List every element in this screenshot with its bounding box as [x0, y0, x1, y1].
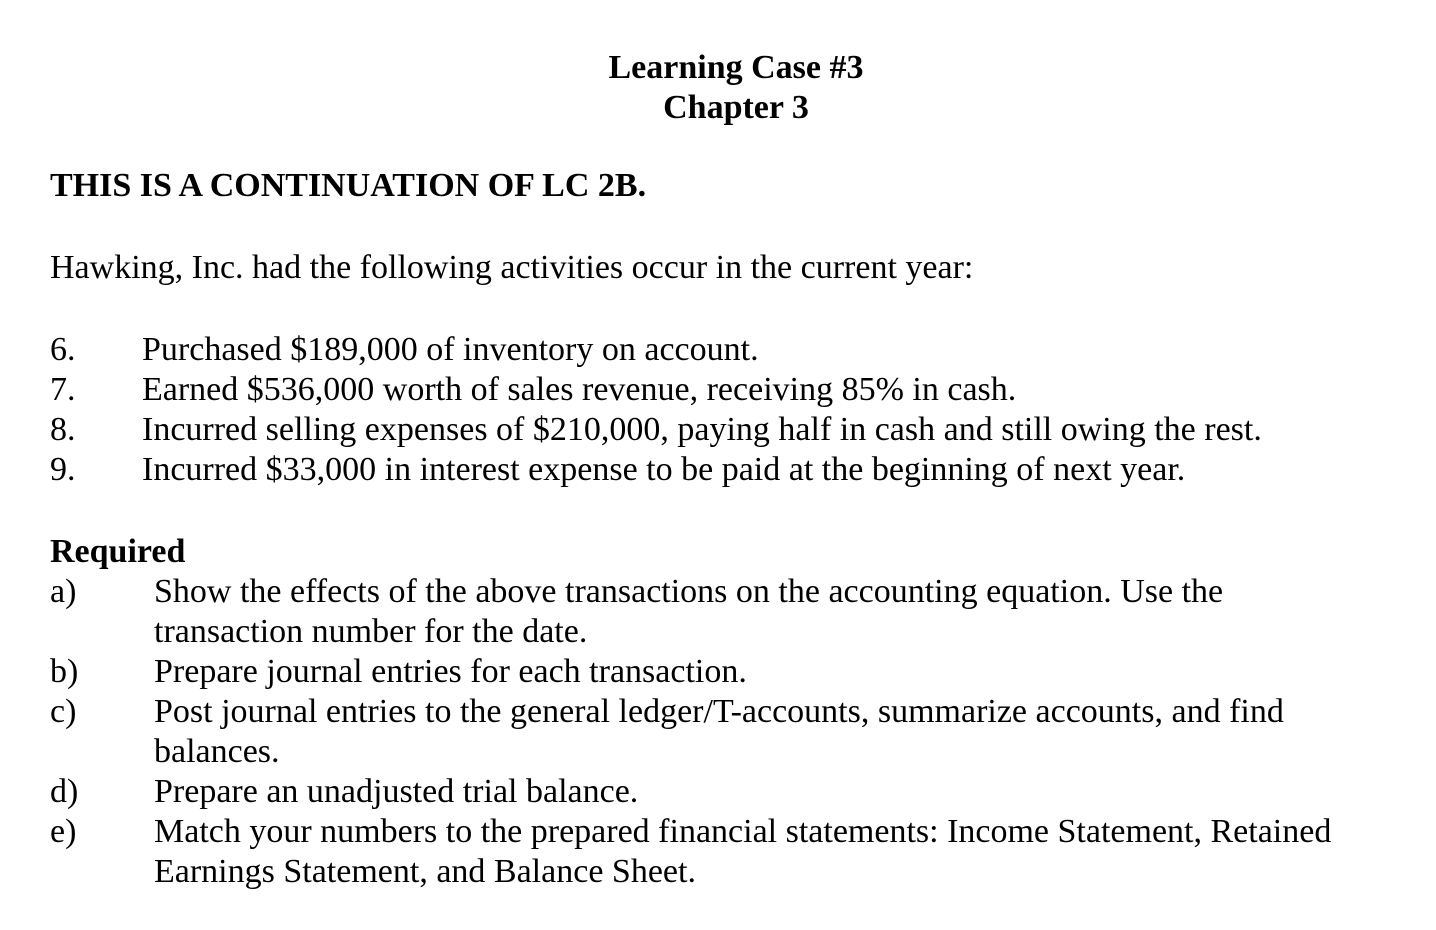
requirement-item	[50, 692, 1340, 772]
requirement-letter: e)	[50, 813, 77, 850]
requirement-item	[50, 652, 1420, 692]
chapter-title: Chapter 3	[663, 89, 809, 126]
requirement-item	[50, 572, 1282, 652]
activity-item	[50, 370, 1420, 410]
continuation-note: THIS IS A CONTINUATION OF LC 2B.	[50, 167, 647, 204]
activity-number: 8.	[50, 411, 76, 448]
requirement-text: Show the effects of the above transactions on the accounting equation. Use the transaction number for the date.	[154, 573, 1224, 650]
requirement-text: Prepare an unadjusted trial balance.	[154, 773, 639, 810]
requirement-item	[50, 812, 1395, 892]
activity-number: 7.	[50, 371, 76, 408]
requirement-letter: a)	[50, 573, 77, 610]
activity-number: 9.	[50, 451, 76, 488]
document-title: Learning Case #3	[608, 49, 864, 86]
activity-text: Earned $536,000 worth of sales revenue, receiving 85% in cash.	[142, 371, 1017, 408]
requirement-text: Match your numbers to the prepared financial statements: Income Statement, Retained Earnings Statement, and Balance Sheet.	[154, 813, 1332, 890]
activity-text: Incurred selling expenses of $210,000, paying half in cash and still owing the rest.	[142, 411, 1262, 448]
requirement-letter: d)	[50, 773, 79, 810]
title-block	[0, 48, 1436, 128]
activity-text: Purchased $189,000 of inventory on account.	[142, 331, 759, 368]
activity-item	[50, 330, 1420, 370]
requirement-list	[50, 572, 1420, 892]
activity-list	[50, 330, 1420, 490]
requirement-item	[50, 772, 1420, 812]
activity-item	[50, 410, 1420, 450]
activity-item	[50, 450, 1420, 490]
requirement-letter: b)	[50, 653, 79, 690]
intro-paragraph: Hawking, Inc. had the following activities occur in the current year:	[50, 249, 974, 286]
activity-text: Incurred $33,000 in interest expense to be paid at the beginning of next year.	[142, 451, 1186, 488]
requirement-letter: c)	[50, 693, 77, 730]
activity-number: 6.	[50, 331, 76, 368]
requirement-text: Prepare journal entries for each transaction.	[154, 653, 747, 690]
required-heading: Required	[50, 533, 186, 570]
requirement-text: Post journal entries to the general ledger/T-accounts, summarize accounts, and find balances.	[154, 693, 1284, 770]
